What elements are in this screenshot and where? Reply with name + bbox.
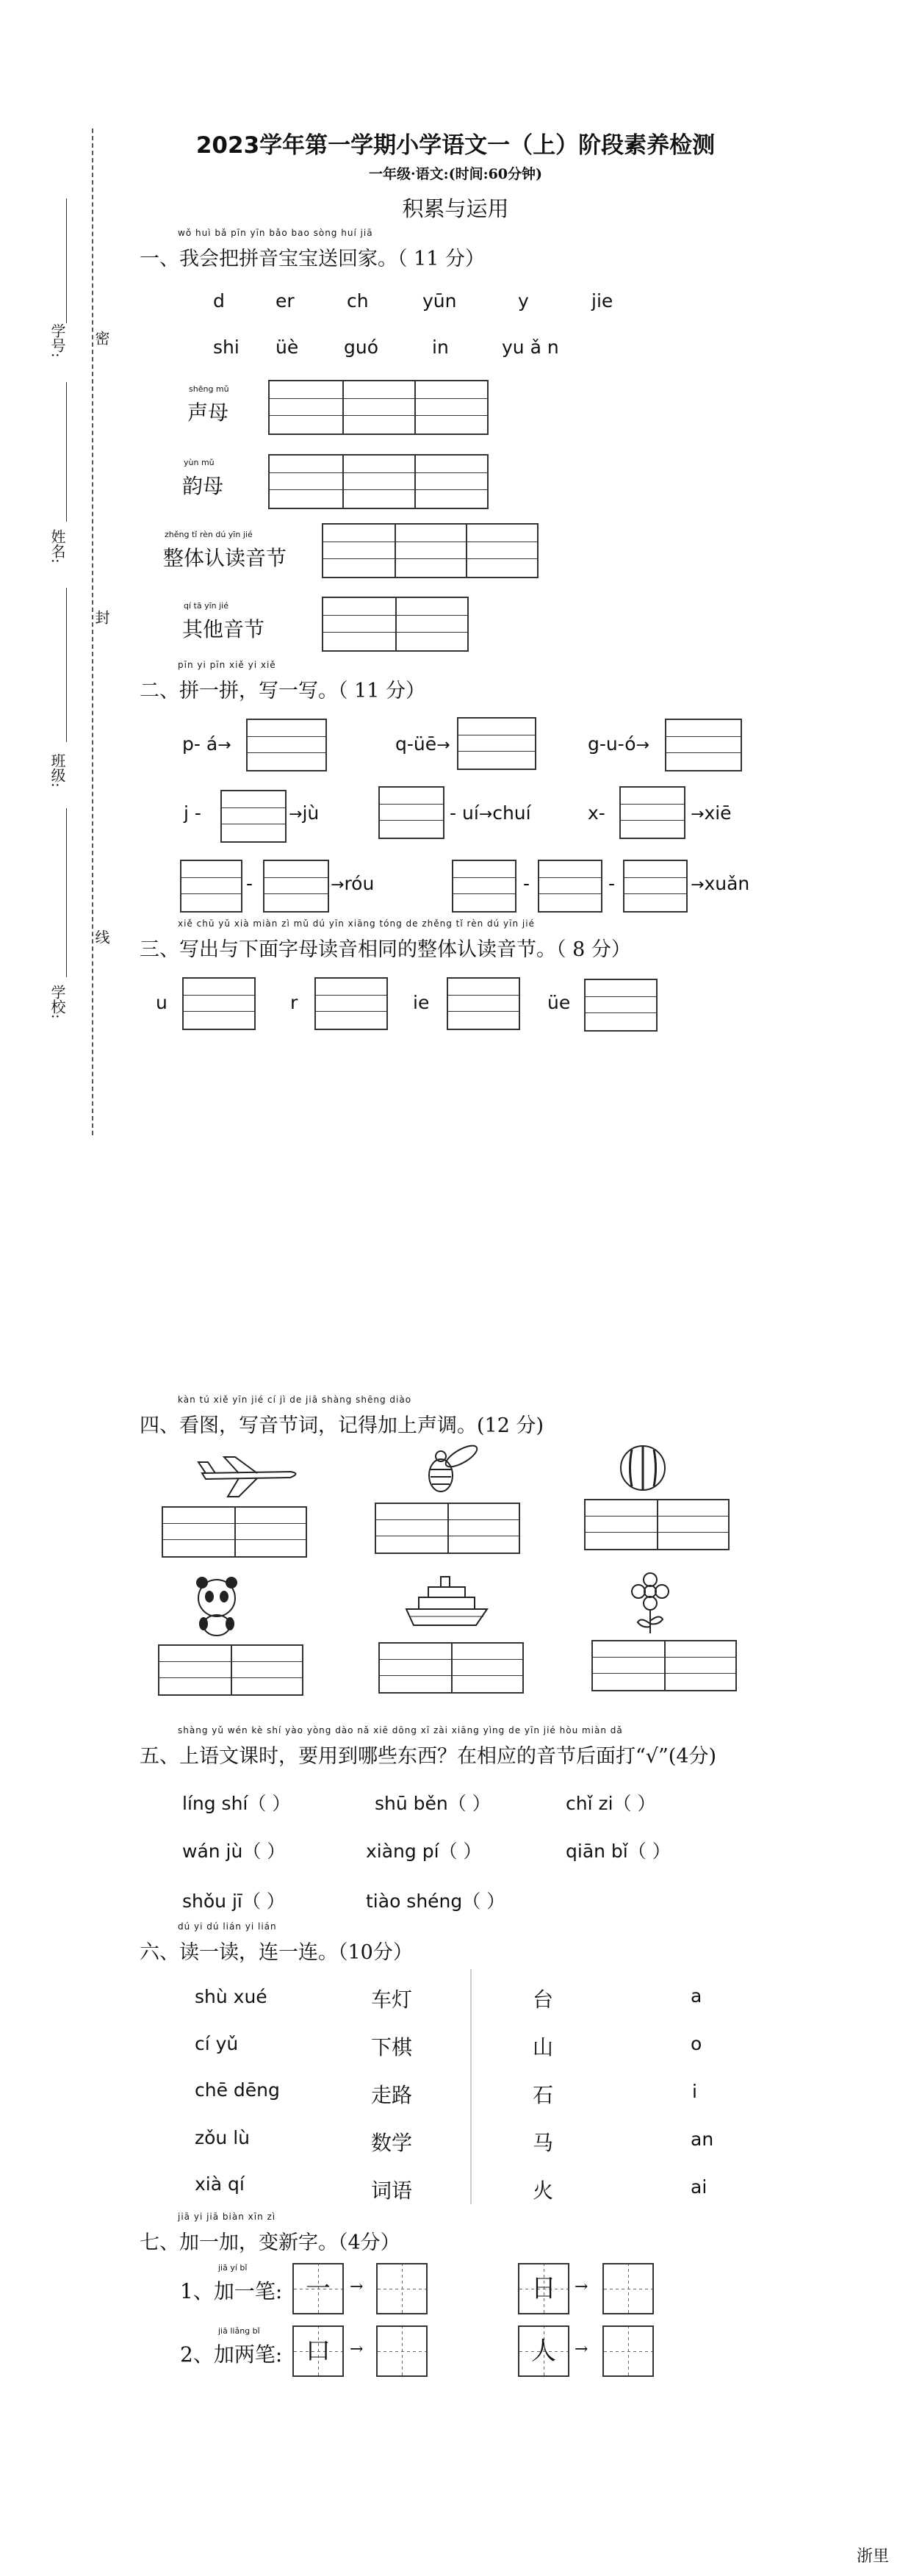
label-text: 整体认读音节 — [163, 546, 287, 570]
section-title-text: 一、我会把拼音宝宝送回家。（ 11 分） — [140, 248, 486, 270]
exam-subtitle: 一年级·语文:(时间:60分钟) — [368, 166, 543, 182]
answer-char-box[interactable] — [602, 2325, 654, 2377]
spell-item: p- á→ — [182, 733, 231, 755]
syllable: in — [432, 337, 449, 358]
category-label-yunmu — [182, 458, 224, 500]
syllable: yūn — [422, 290, 457, 312]
syllable: guó — [344, 337, 379, 358]
label-pinyin: jiā liǎng bǐ — [218, 2326, 260, 2336]
answer-box[interactable] — [182, 977, 256, 1030]
label-text: 2、加两笔: — [180, 2342, 283, 2367]
char-box: 一 — [292, 2263, 344, 2314]
exam-title: 2023学年第一学期小学语文一（上）阶段素养检测 — [195, 132, 716, 159]
spell-item: →xiē — [691, 802, 732, 824]
hanzi-word[interactable]: 下棋 — [371, 2035, 413, 2059]
section-7-title — [140, 2212, 400, 2255]
char-box: 日 — [518, 2263, 569, 2314]
dash: - — [523, 873, 530, 894]
section-pinyin: jiā yi jiā biàn xīn zì — [178, 2212, 276, 2222]
arrow-icon: → — [350, 2340, 364, 2359]
syllable: y — [518, 290, 529, 312]
spell-item: x- — [588, 802, 605, 824]
section-pinyin: dú yi dú lián yi lián — [178, 1921, 277, 1932]
label-pinyin: shēng mǔ — [189, 384, 229, 394]
label-pinyin: zhěng tǐ rèn dú yīn jié — [165, 530, 253, 539]
section-pinyin: wǒ huì bǎ pīn yīn bǎo bao sòng huí jiā — [178, 228, 373, 238]
label-text: 声母 — [187, 400, 229, 425]
hanzi-word[interactable]: 词语 — [371, 2179, 413, 2203]
hanzi-char[interactable]: 山 — [533, 2035, 554, 2059]
answer-grid[interactable] — [158, 1644, 303, 1696]
choice-item[interactable]: shǒu jī（ ） — [182, 1890, 285, 1912]
spell-item: →xuǎn — [691, 873, 750, 894]
answer-char-box[interactable] — [376, 2325, 428, 2377]
choice-item[interactable]: shū běn（ ） — [375, 1793, 491, 1814]
margin-xuexiao: 学校: — [48, 985, 66, 1019]
answer-grid[interactable] — [378, 1642, 524, 1694]
spell-item: q-üē→ — [395, 733, 450, 755]
label-text: 1、加一笔: — [180, 2279, 283, 2303]
answer-grid-zhengti[interactable] — [322, 523, 539, 578]
label-pinyin: yùn mǔ — [184, 458, 215, 467]
margin-line — [66, 808, 67, 977]
label-text: 韵母 — [182, 474, 224, 498]
answer-box[interactable] — [619, 786, 685, 839]
answer-grid[interactable] — [591, 1640, 737, 1691]
choice-item[interactable]: tiào shéng（ ） — [366, 1890, 505, 1912]
syllable: ch — [347, 290, 369, 312]
margin-line — [66, 588, 67, 742]
hanzi-char[interactable]: 石 — [533, 2083, 554, 2107]
bee-icon — [404, 1440, 485, 1495]
margin-line — [66, 198, 67, 323]
syllable: er — [276, 290, 295, 312]
answer-char-box[interactable] — [602, 2263, 654, 2314]
final-letter[interactable]: an — [691, 2129, 714, 2150]
spell-item: g-u-ó→ — [588, 733, 649, 755]
section-pinyin: xiě chū yǔ xià miàn zì mǔ dú yīn xiāng tóng de zhěng tǐ rèn dú yīn jié — [178, 918, 535, 929]
answer-box[interactable] — [665, 719, 742, 771]
flower-icon — [624, 1571, 676, 1637]
final-letter[interactable]: o — [691, 2033, 702, 2054]
section-title-text: 三、写出与下面字母读音相同的整体认读音节。（ 8 分） — [140, 938, 631, 961]
answer-grid[interactable] — [162, 1506, 307, 1558]
syllable: üè — [276, 337, 299, 358]
char-box: 人 — [518, 2325, 569, 2377]
syllable: d — [213, 290, 225, 312]
syllable: jie — [591, 290, 613, 312]
char-box: 口 — [292, 2325, 344, 2377]
hanzi-char[interactable]: 火 — [533, 2179, 554, 2203]
choice-item[interactable]: qiān bǐ（ ） — [566, 1841, 671, 1862]
answer-box[interactable] — [457, 717, 536, 770]
section-pinyin: shàng yǔ wén kè shí yào yòng dào nǎ xiē dōng xī zài xiāng yìng de yīn jié hòu miàn dǎ — [178, 1725, 623, 1735]
section-1-title — [140, 228, 486, 271]
arrow-icon: → — [350, 2278, 364, 2296]
section-4-title — [140, 1395, 544, 1438]
final-letter[interactable]: ai — [691, 2176, 707, 2198]
answer-box[interactable] — [538, 860, 602, 913]
section-6-title — [140, 1921, 413, 1965]
answer-char-box[interactable] — [376, 2263, 428, 2314]
answer-box[interactable] — [623, 860, 688, 913]
spell-item: →róu — [331, 873, 375, 894]
label-pinyin: jiā yí bǐ — [218, 2263, 248, 2273]
spell-item: →jù — [289, 802, 320, 824]
column-divider — [470, 1969, 472, 2204]
answer-box[interactable] — [263, 860, 329, 913]
dash: - — [608, 873, 616, 894]
margin-banji: 班级: — [48, 753, 66, 788]
section-title-text: 五、上语文课时，要用到哪些东西？在相应的音节后面打“√”(4分) — [140, 1745, 717, 1768]
category-label-shengmu — [187, 384, 229, 426]
part-heading: 积累与运用 — [402, 196, 509, 221]
label-text: 其他音节 — [182, 617, 265, 641]
margin-mi: 密 — [93, 331, 110, 345]
airplane-icon — [195, 1451, 305, 1503]
answer-grid-yunmu[interactable] — [268, 454, 489, 509]
hanzi-word[interactable]: 数学 — [371, 2131, 413, 2155]
dash: - — [246, 873, 253, 894]
choice-item[interactable]: chǐ zi（ ） — [566, 1793, 656, 1814]
pinyin-word[interactable]: zǒu lù — [195, 2127, 250, 2148]
footer-mark: 浙里 — [856, 2547, 889, 2566]
category-label-qita — [182, 601, 265, 643]
answer-grid-shengmu[interactable] — [268, 380, 489, 435]
margin-xingming: 姓名: — [48, 529, 66, 564]
margin-feng: 封 — [93, 610, 110, 625]
section-2-title — [140, 660, 426, 703]
letter: üe — [547, 992, 571, 1013]
letter: ie — [413, 992, 430, 1013]
choice-item[interactable]: líng shí（ ） — [182, 1793, 291, 1814]
category-label-zhengti — [163, 530, 287, 572]
answer-box[interactable] — [246, 719, 327, 771]
margin-xian: 线 — [93, 929, 110, 944]
answer-box[interactable] — [220, 790, 287, 843]
final-letter[interactable]: a — [691, 1985, 702, 2007]
answer-box[interactable] — [314, 977, 388, 1030]
margin-line — [66, 382, 67, 522]
section-pinyin: kàn tú xiě yīn jié cí jì de jiā shàng shēng diào — [178, 1395, 412, 1405]
letter: r — [290, 992, 298, 1013]
label-pinyin: qí tā yīn jié — [184, 601, 228, 611]
letter: u — [156, 992, 168, 1013]
watermelon-icon — [613, 1439, 672, 1494]
section-pinyin: pīn yi pīn xiě yi xiě — [178, 660, 276, 670]
arrow-icon: → — [575, 2340, 588, 2359]
hanzi-char[interactable]: 马 — [533, 2131, 554, 2155]
syllable: shi — [213, 337, 240, 358]
panda-icon — [187, 1572, 246, 1638]
answer-grid-qita[interactable] — [322, 597, 469, 652]
binding-line — [92, 129, 93, 1135]
syllable: yu ǎ n — [502, 337, 559, 358]
spell-item: j - — [184, 802, 201, 824]
answer-grid[interactable] — [375, 1503, 520, 1554]
pinyin-word[interactable]: chē dēng — [195, 2079, 280, 2101]
answer-box[interactable] — [447, 977, 520, 1030]
arrow-icon: → — [575, 2278, 588, 2296]
section-3-title — [140, 918, 631, 962]
section-title-text: 六、读一读，连一连。（10分） — [140, 1941, 413, 1964]
row-label — [180, 2326, 283, 2368]
hanzi-word[interactable]: 走路 — [371, 2083, 413, 2107]
answer-grid[interactable] — [584, 1499, 730, 1550]
answer-box[interactable] — [378, 786, 444, 839]
choice-item[interactable]: wán jù（ ） — [182, 1841, 286, 1862]
section-title-text: 七、加一加，变新字。（4分） — [140, 2231, 400, 2254]
ship-icon — [403, 1572, 491, 1631]
choice-item[interactable]: xiàng pí（ ） — [366, 1841, 482, 1862]
answer-box[interactable] — [452, 860, 516, 913]
pinyin-word[interactable]: shù xué — [195, 1986, 267, 2007]
section-5-title — [140, 1725, 717, 1769]
hanzi-word[interactable]: 车灯 — [371, 1987, 413, 2012]
section-title-text: 四、看图，写音节词，记得加上声调。(12 分) — [140, 1414, 544, 1437]
answer-box[interactable] — [180, 860, 242, 913]
spell-item: - uí→chuí — [450, 802, 531, 824]
hanzi-char[interactable]: 台 — [533, 1987, 554, 2012]
margin-xuehao: 学号: — [48, 323, 66, 358]
pinyin-word[interactable]: cí yǔ — [195, 2033, 239, 2054]
section-title-text: 二、拼一拼，写一写。（ 11 分） — [140, 680, 426, 702]
final-letter[interactable]: i — [692, 2081, 697, 2102]
answer-box[interactable] — [584, 979, 658, 1032]
row-label — [180, 2263, 283, 2305]
pinyin-word[interactable]: xià qí — [195, 2173, 245, 2195]
